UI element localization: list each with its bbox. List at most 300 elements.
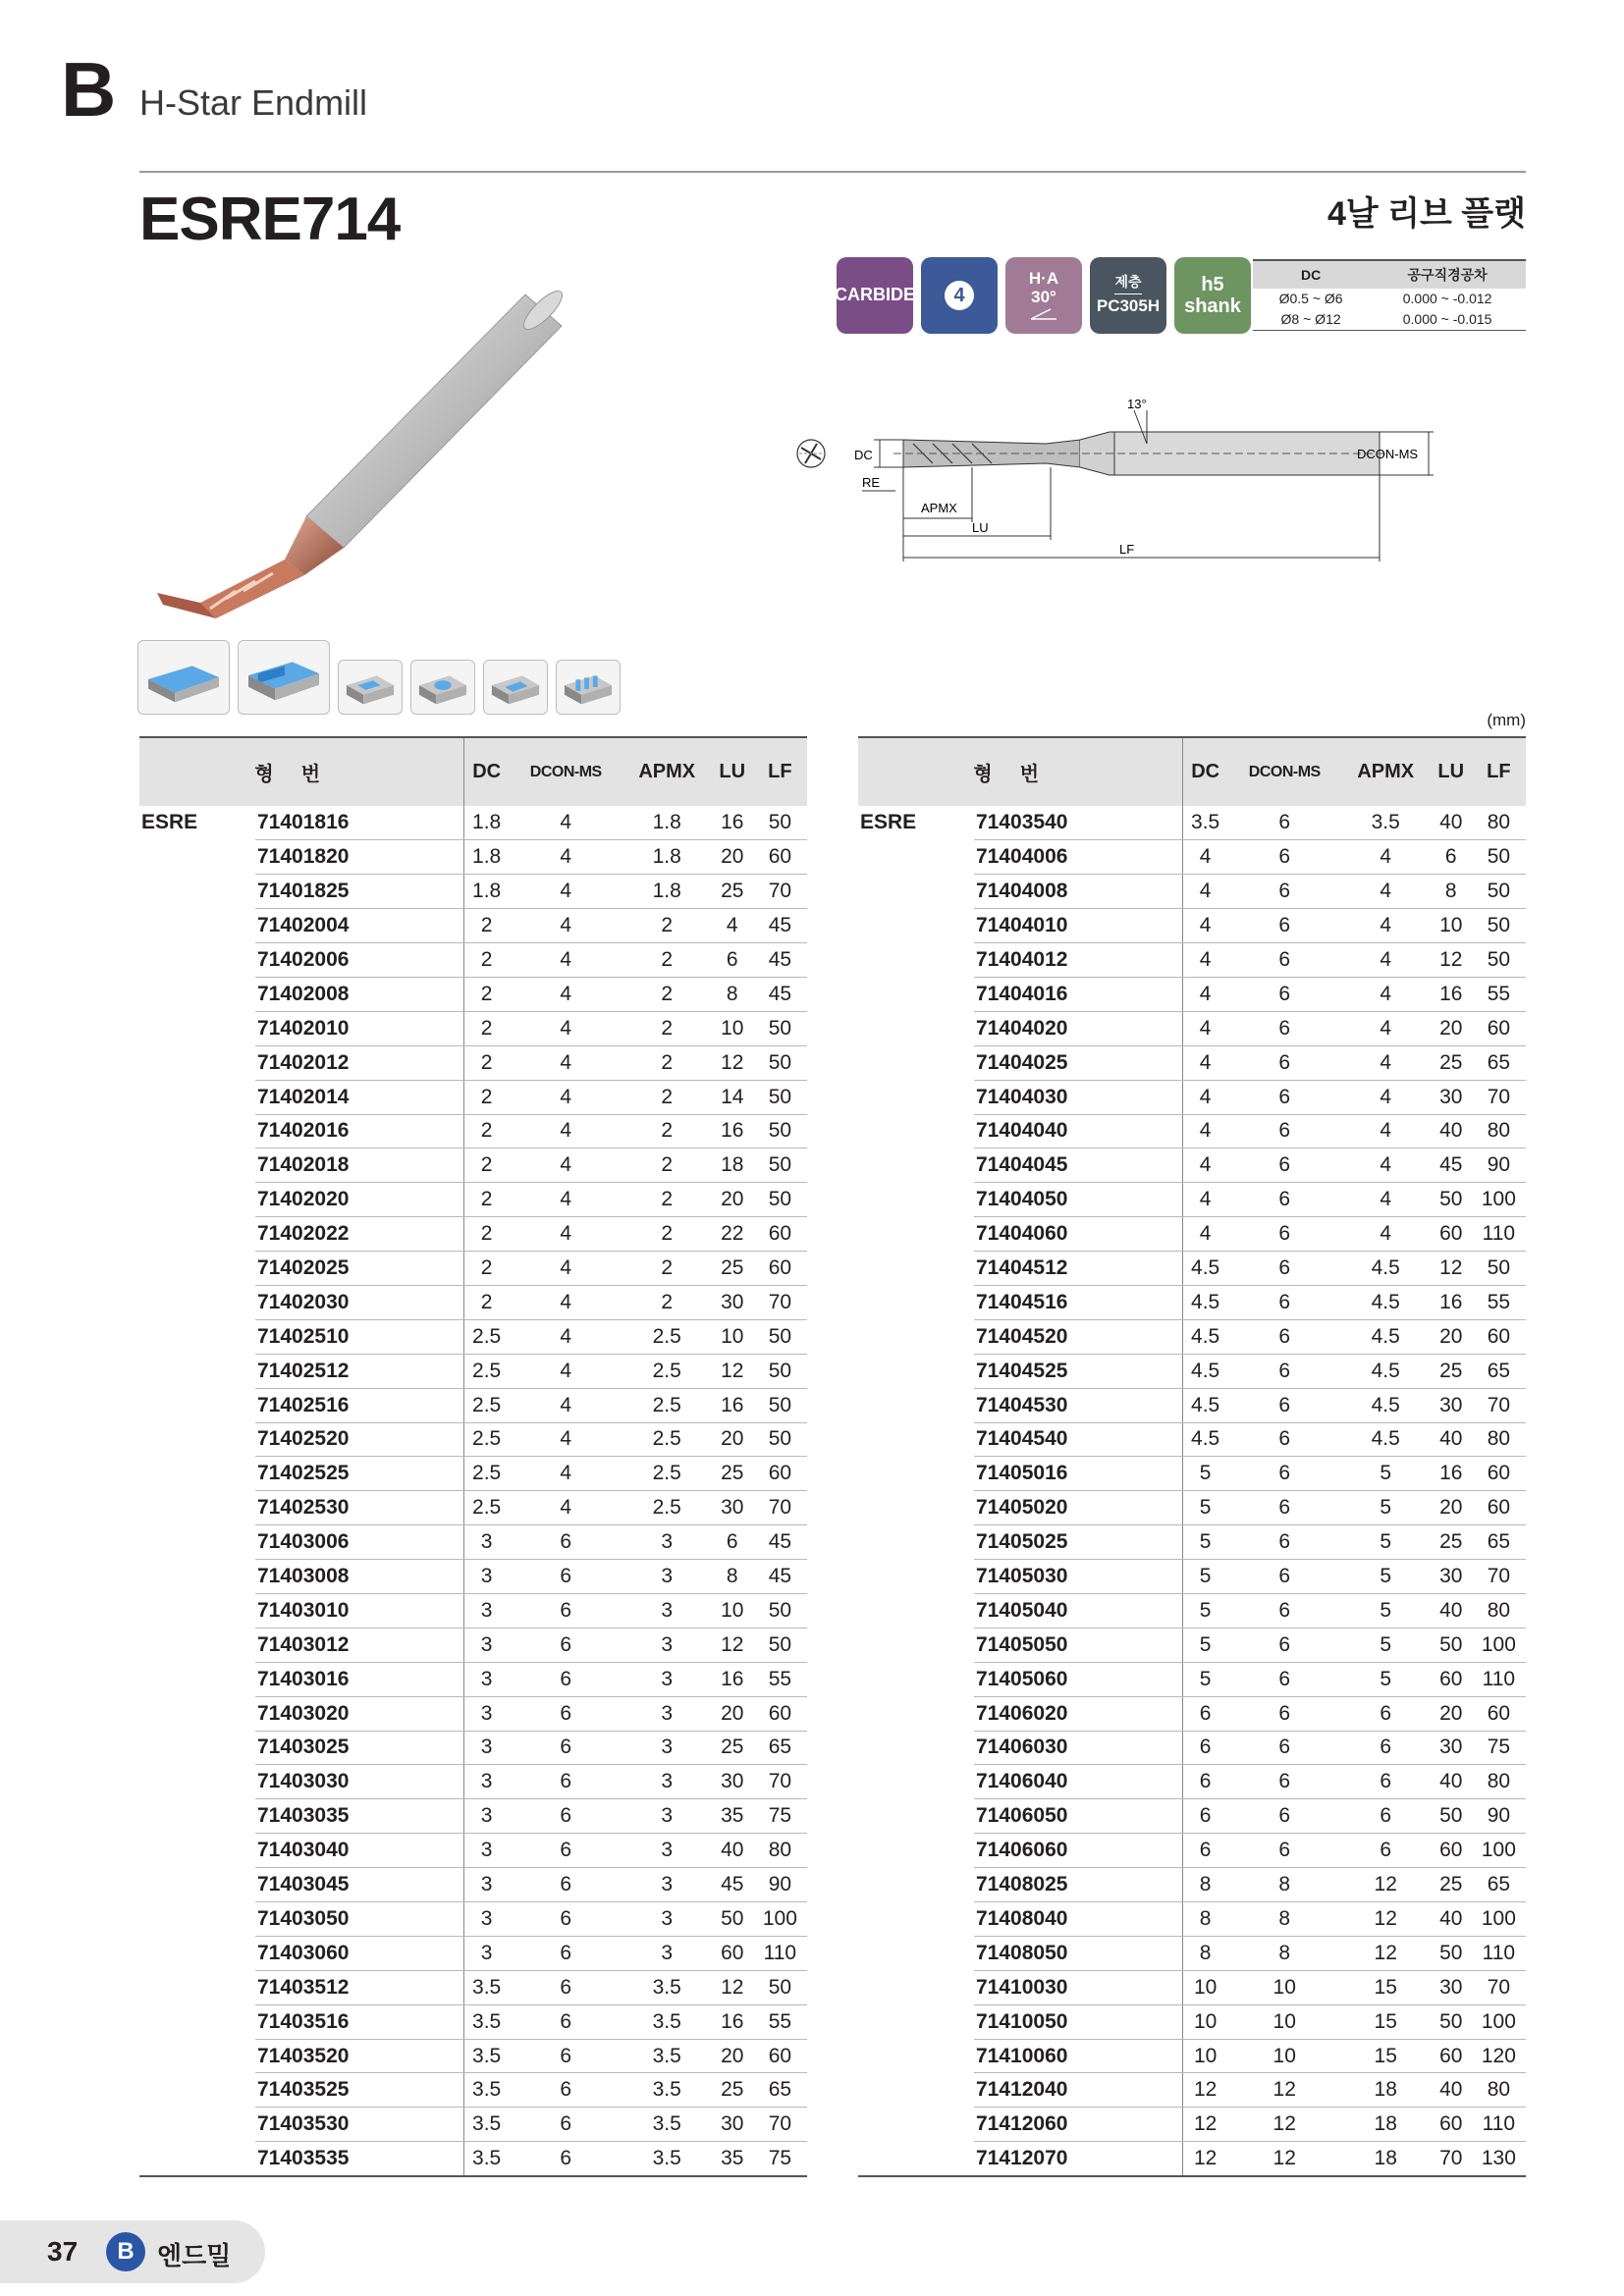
cell-dc: 4 (1182, 875, 1228, 909)
cell-dcon: 4 (510, 875, 623, 909)
cell-dc: 3 (463, 1902, 510, 1937)
cell-dcon: 6 (1228, 1765, 1341, 1799)
model-code: 71404025 (974, 1045, 1182, 1080)
table-row (139, 1970, 807, 2004)
cell-dcon: 4 (510, 943, 623, 978)
cell-dc: 2.5 (463, 1491, 510, 1525)
cell-lf: 55 (1472, 977, 1526, 1011)
cell-dcon: 6 (510, 1834, 623, 1868)
cell-dc: 2 (463, 1080, 510, 1114)
model-code: 71403535 (255, 2142, 463, 2176)
cell-dcon: 10 (1228, 2039, 1341, 2073)
table-row (139, 1731, 807, 1765)
series-prefix (858, 943, 974, 978)
table-row (858, 1183, 1526, 1217)
table-row (858, 1970, 1526, 2004)
cell-dcon: 6 (1228, 1252, 1341, 1286)
cell-dc: 4 (1182, 1045, 1228, 1080)
model-code: 71402525 (255, 1457, 463, 1491)
cell-dcon: 6 (1228, 1354, 1341, 1388)
model-code: 71404006 (974, 840, 1182, 875)
cell-lu: 45 (1431, 1148, 1472, 1183)
series-prefix (858, 1868, 974, 1902)
series-prefix (139, 1696, 255, 1731)
series-prefix (139, 1525, 255, 1560)
unit-label: (mm) (1487, 711, 1526, 729)
series-prefix (858, 1662, 974, 1696)
model-code: 71406030 (974, 1731, 1182, 1765)
cell-dcon: 6 (1228, 943, 1341, 978)
table-row (139, 909, 807, 943)
cell-apmx: 3.5 (623, 2073, 712, 2108)
tolerance-value: 0.000 ~ -0.015 (1369, 309, 1526, 330)
model-code: 71402004 (255, 909, 463, 943)
cell-dcon: 4 (510, 1183, 623, 1217)
cell-dc: 6 (1182, 1799, 1228, 1834)
cell-dc: 3.5 (463, 2142, 510, 2176)
cell-dcon: 6 (510, 2073, 623, 2108)
cell-apmx: 4 (1341, 875, 1431, 909)
cell-dc: 10 (1182, 2039, 1228, 2073)
cell-lu: 35 (712, 1799, 753, 1834)
cell-lu: 40 (712, 1834, 753, 1868)
re-label: RE (862, 475, 881, 490)
cell-dc: 5 (1182, 1593, 1228, 1628)
cell-lu: 60 (1431, 1217, 1472, 1252)
cell-dcon: 6 (1228, 1114, 1341, 1148)
series-prefix (858, 1731, 974, 1765)
cell-apmx: 4 (1341, 943, 1431, 978)
cell-dc: 5 (1182, 1628, 1228, 1662)
cell-dc: 3 (463, 1765, 510, 1799)
cell-lu: 50 (1431, 1183, 1472, 1217)
cell-dc: 5 (1182, 1560, 1228, 1594)
cell-lf: 60 (753, 840, 807, 875)
cell-dc: 2 (463, 909, 510, 943)
cell-apmx: 3.5 (623, 2039, 712, 2073)
model-code: 71412070 (974, 2142, 1182, 2176)
page-footer (0, 2220, 295, 2283)
cell-dcon: 12 (1228, 2108, 1341, 2142)
cell-lf: 80 (1472, 1114, 1526, 1148)
cell-lu: 40 (1431, 1593, 1472, 1628)
series-prefix (139, 2039, 255, 2073)
cell-lf: 50 (753, 1628, 807, 1662)
cell-dc: 5 (1182, 1491, 1228, 1525)
model-code: 71404525 (974, 1354, 1182, 1388)
cell-lu: 20 (1431, 1319, 1472, 1354)
table-row (139, 1217, 807, 1252)
model-code: 71405016 (974, 1457, 1182, 1491)
model-code: 71408050 (974, 1936, 1182, 1970)
cell-dcon: 6 (510, 1593, 623, 1628)
table-row (139, 1696, 807, 1731)
cell-apmx: 2 (623, 977, 712, 1011)
cell-lf: 70 (1472, 1560, 1526, 1594)
cell-dcon: 4 (510, 1045, 623, 1080)
cell-apmx: 12 (1341, 1902, 1431, 1937)
cell-apmx: 5 (1341, 1525, 1431, 1560)
cell-dcon: 8 (1228, 1868, 1341, 1902)
carbide-badge (835, 257, 916, 334)
cell-dc: 4 (1182, 943, 1228, 978)
cell-lu: 25 (712, 2073, 753, 2108)
model-code: 71402020 (255, 1183, 463, 1217)
cell-lf: 60 (1472, 1011, 1526, 1045)
cell-dc: 3 (463, 1799, 510, 1834)
cell-apmx: 4 (1341, 1045, 1431, 1080)
cell-lu: 30 (712, 1765, 753, 1799)
cell-dcon: 6 (510, 1765, 623, 1799)
cell-dcon: 6 (1228, 1662, 1341, 1696)
cell-lf: 65 (1472, 1868, 1526, 1902)
cell-lf: 80 (1472, 806, 1526, 840)
cell-lu: 30 (1431, 1080, 1472, 1114)
helix-label: H·A (1028, 269, 1059, 289)
series-prefix (858, 1799, 974, 1834)
cell-apmx: 2.5 (623, 1457, 712, 1491)
cell-dc: 1.8 (463, 875, 510, 909)
header-dcon: DCON-MS (1228, 737, 1341, 806)
carbide-label: CARBIDE (835, 285, 916, 305)
cell-lf: 80 (1472, 1593, 1526, 1628)
series-prefix (139, 2142, 255, 2176)
model-code: 71406060 (974, 1834, 1182, 1868)
cell-dcon: 6 (1228, 1148, 1341, 1183)
cell-lf: 80 (753, 1834, 807, 1868)
cell-dcon: 6 (510, 1731, 623, 1765)
series-prefix (858, 1593, 974, 1628)
cell-lu: 30 (1431, 1970, 1472, 2004)
cell-lf: 50 (753, 806, 807, 840)
table-row (858, 909, 1526, 943)
product-code: ESRE714 (139, 186, 401, 253)
series-prefix (858, 2039, 974, 2073)
table-row (139, 1114, 807, 1148)
cell-lu: 12 (712, 1970, 753, 2004)
cell-lu: 40 (1431, 806, 1472, 840)
cell-lf: 50 (1472, 840, 1526, 875)
series-prefix (139, 875, 255, 909)
cell-lu: 70 (1431, 2142, 1472, 2176)
series-prefix (858, 1285, 974, 1319)
series-prefix: ESRE (860, 811, 917, 834)
cell-lu: 40 (1431, 1902, 1472, 1937)
cell-lf: 60 (1472, 1457, 1526, 1491)
cell-apmx: 4 (1341, 1011, 1431, 1045)
series-prefix (139, 1970, 255, 2004)
cell-lf: 45 (753, 943, 807, 978)
series-prefix (139, 1902, 255, 1937)
model-code: 71404040 (974, 1114, 1182, 1148)
series-prefix (858, 1183, 974, 1217)
series-prefix (139, 1080, 255, 1114)
cell-lf: 70 (753, 1285, 807, 1319)
table-row (139, 1560, 807, 1594)
table-row (858, 1252, 1526, 1286)
tolerance-table (1253, 259, 1526, 331)
cell-dc: 8 (1182, 1936, 1228, 1970)
cell-apmx: 4.5 (1341, 1422, 1431, 1457)
table-row (139, 1765, 807, 1799)
table-row (139, 1422, 807, 1457)
model-code: 71406040 (974, 1765, 1182, 1799)
series-prefix (139, 1731, 255, 1765)
cell-lf: 65 (1472, 1354, 1526, 1388)
series-prefix (139, 1422, 255, 1457)
model-code: 71404540 (974, 1422, 1182, 1457)
series-prefix (858, 1970, 974, 2004)
cell-lu: 50 (1431, 1628, 1472, 1662)
cell-lf: 60 (753, 1696, 807, 1731)
model-code: 71403530 (255, 2108, 463, 2142)
cell-apmx: 5 (1341, 1457, 1431, 1491)
cell-lf: 70 (753, 875, 807, 909)
cell-dc: 2 (463, 977, 510, 1011)
dimension-schematic (785, 393, 1434, 579)
cell-lu: 30 (1431, 1731, 1472, 1765)
cell-lf: 55 (1472, 1285, 1526, 1319)
cell-apmx: 3 (623, 1765, 712, 1799)
series-prefix (858, 1834, 974, 1868)
cell-lu: 25 (1431, 1354, 1472, 1388)
cell-lf: 75 (753, 1799, 807, 1834)
cell-dcon: 4 (510, 1011, 623, 1045)
cell-lu: 6 (712, 943, 753, 978)
cell-dc: 3 (463, 1834, 510, 1868)
cell-apmx: 3.5 (623, 1970, 712, 2004)
series-prefix (858, 2142, 974, 2176)
shank-label: shank (1184, 295, 1241, 317)
cell-dc: 2 (463, 943, 510, 978)
cell-lf: 100 (1472, 1183, 1526, 1217)
cell-dc: 8 (1182, 1868, 1228, 1902)
table-row (858, 1662, 1526, 1696)
series-prefix (139, 2108, 255, 2142)
series-prefix (139, 1285, 255, 1319)
cell-dc: 4 (1182, 1011, 1228, 1045)
cell-apmx: 2 (623, 1285, 712, 1319)
series-prefix (858, 1491, 974, 1525)
header-lu: LU (712, 737, 753, 806)
cell-dcon: 4 (510, 840, 623, 875)
table-row (858, 1011, 1526, 1045)
cell-lu: 30 (1431, 1560, 1472, 1594)
cell-apmx: 3 (623, 1628, 712, 1662)
table-row (858, 1696, 1526, 1731)
cell-lf: 90 (1472, 1799, 1526, 1834)
cell-apmx: 4.5 (1341, 1388, 1431, 1422)
cell-lf: 60 (1472, 1491, 1526, 1525)
cell-dc: 3.5 (463, 2108, 510, 2142)
table-row (858, 1319, 1526, 1354)
series-prefix (139, 1491, 255, 1525)
cell-dc: 10 (1182, 1970, 1228, 2004)
table-row (858, 840, 1526, 875)
model-code: 71402530 (255, 1491, 463, 1525)
cell-apmx: 4 (1341, 1183, 1431, 1217)
cell-apmx: 5 (1341, 1662, 1431, 1696)
series-prefix (858, 2004, 974, 2039)
cell-apmx: 3 (623, 1593, 712, 1628)
cell-dcon: 6 (510, 1936, 623, 1970)
series-prefix (858, 1388, 974, 1422)
cell-apmx: 4.5 (1341, 1354, 1431, 1388)
cell-lu: 50 (1431, 1936, 1472, 1970)
series-prefix (858, 977, 974, 1011)
series-prefix (858, 875, 974, 909)
model-code: 71406020 (974, 1696, 1182, 1731)
table-row (139, 1628, 807, 1662)
table-row (139, 2142, 807, 2176)
series-prefix (858, 1354, 974, 1388)
cell-apmx: 2.5 (623, 1491, 712, 1525)
cell-dcon: 10 (1228, 2004, 1341, 2039)
header-dc: DC (1182, 737, 1228, 806)
cell-lu: 12 (712, 1045, 753, 1080)
cell-dcon: 6 (1228, 1183, 1341, 1217)
cell-lu: 25 (1431, 1525, 1472, 1560)
cell-lu: 25 (1431, 1868, 1472, 1902)
product-subtitle: 4날 리브 플랫 (1326, 195, 1526, 233)
series-prefix (139, 1388, 255, 1422)
series-prefix (139, 1628, 255, 1662)
series-prefix (858, 1422, 974, 1457)
cell-lu: 35 (712, 2142, 753, 2176)
cell-apmx: 4 (1341, 1080, 1431, 1114)
header-lu: LU (1431, 737, 1472, 806)
cell-dcon: 6 (1228, 1080, 1341, 1114)
cell-apmx: 12 (1341, 1936, 1431, 1970)
table-row (139, 840, 807, 875)
cell-dc: 2.5 (463, 1388, 510, 1422)
cell-lf: 70 (753, 2108, 807, 2142)
cell-apmx: 3 (623, 1902, 712, 1937)
angle-icon (1029, 307, 1058, 321)
helix-angle: 30° (1031, 288, 1056, 306)
series-prefix (139, 943, 255, 978)
cell-apmx: 6 (1341, 1696, 1431, 1731)
cell-lu: 20 (1431, 1491, 1472, 1525)
cell-apmx: 15 (1341, 1970, 1431, 2004)
table-row (858, 943, 1526, 978)
footer-section-badge: B (106, 2232, 145, 2271)
cell-lf: 50 (753, 1354, 807, 1388)
cell-lu: 50 (1431, 2004, 1472, 2039)
cell-apmx: 15 (1341, 2004, 1431, 2039)
model-code: 71405040 (974, 1593, 1182, 1628)
cell-lf: 50 (753, 1080, 807, 1114)
cell-lf: 70 (753, 1765, 807, 1799)
model-code: 71404516 (974, 1285, 1182, 1319)
table-row (139, 1902, 807, 1937)
cell-lf: 75 (1472, 1731, 1526, 1765)
cell-dcon: 6 (1228, 1285, 1341, 1319)
cell-lf: 100 (1472, 1834, 1526, 1868)
table-row (858, 1902, 1526, 1937)
table-row (139, 943, 807, 978)
model-code: 71403025 (255, 1731, 463, 1765)
cell-lu: 30 (712, 1285, 753, 1319)
cell-dcon: 6 (510, 2108, 623, 2142)
cell-dcon: 6 (1228, 1525, 1341, 1560)
cell-dcon: 6 (1228, 1457, 1341, 1491)
cell-apmx: 12 (1341, 1868, 1431, 1902)
cell-dc: 5 (1182, 1662, 1228, 1696)
cell-lu: 16 (712, 806, 753, 840)
table-row (139, 1148, 807, 1183)
series-prefix (858, 1525, 974, 1560)
model-code: 71406050 (974, 1799, 1182, 1834)
cell-dc: 5 (1182, 1457, 1228, 1491)
model-code: 71403012 (255, 1628, 463, 1662)
cell-lu: 45 (712, 1868, 753, 1902)
cell-apmx: 2 (623, 1011, 712, 1045)
cell-lu: 14 (712, 1080, 753, 1114)
cell-apmx: 3 (623, 1936, 712, 1970)
series-prefix (858, 1080, 974, 1114)
cell-dc: 3 (463, 1628, 510, 1662)
model-code: 71408040 (974, 1902, 1182, 1937)
lu-label: LU (972, 520, 989, 535)
cell-apmx: 3 (623, 1696, 712, 1731)
slotting-icon (338, 660, 403, 715)
series-prefix (858, 1252, 974, 1286)
cell-dc: 3.5 (463, 2073, 510, 2108)
series-prefix (858, 1560, 974, 1594)
model-code: 71404050 (974, 1183, 1182, 1217)
cell-lu: 22 (712, 1217, 753, 1252)
model-code: 71403512 (255, 1970, 463, 2004)
cell-lf: 50 (753, 1593, 807, 1628)
cell-lu: 10 (1431, 909, 1472, 943)
cell-dc: 3 (463, 1868, 510, 1902)
series-prefix (139, 1593, 255, 1628)
dc-label: DC (854, 448, 873, 462)
cell-lf: 50 (1472, 875, 1526, 909)
table-row (858, 977, 1526, 1011)
table-row (858, 1628, 1526, 1662)
cell-lu: 8 (712, 977, 753, 1011)
model-code: 71403016 (255, 1662, 463, 1696)
cell-apmx: 18 (1341, 2108, 1431, 2142)
page-number: 37 (47, 2236, 79, 2267)
cell-dcon: 6 (1228, 1217, 1341, 1252)
table-row (139, 1525, 807, 1560)
coating-name: PC305H (1096, 295, 1161, 315)
table-row (858, 875, 1526, 909)
cell-apmx: 2.5 (623, 1422, 712, 1457)
series-prefix (139, 2004, 255, 2039)
table-row (139, 2073, 807, 2108)
cell-lf: 60 (1472, 1696, 1526, 1731)
cell-apmx: 15 (1341, 2039, 1431, 2073)
cell-dcon: 4 (510, 1422, 623, 1457)
cell-apmx: 3 (623, 1834, 712, 1868)
model-code: 71402520 (255, 1422, 463, 1457)
cell-lu: 25 (712, 875, 753, 909)
spec-table-left-body (139, 806, 807, 2176)
footer-section-label: 엔드밀 (157, 2241, 232, 2270)
series-prefix (139, 977, 255, 1011)
cell-apmx: 2 (623, 1217, 712, 1252)
table-row (858, 1834, 1526, 1868)
model-code: 71404012 (974, 943, 1182, 978)
cell-lf: 60 (753, 1252, 807, 1286)
cell-lu: 12 (1431, 943, 1472, 978)
cell-dc: 3 (463, 1731, 510, 1765)
table-row (139, 1834, 807, 1868)
